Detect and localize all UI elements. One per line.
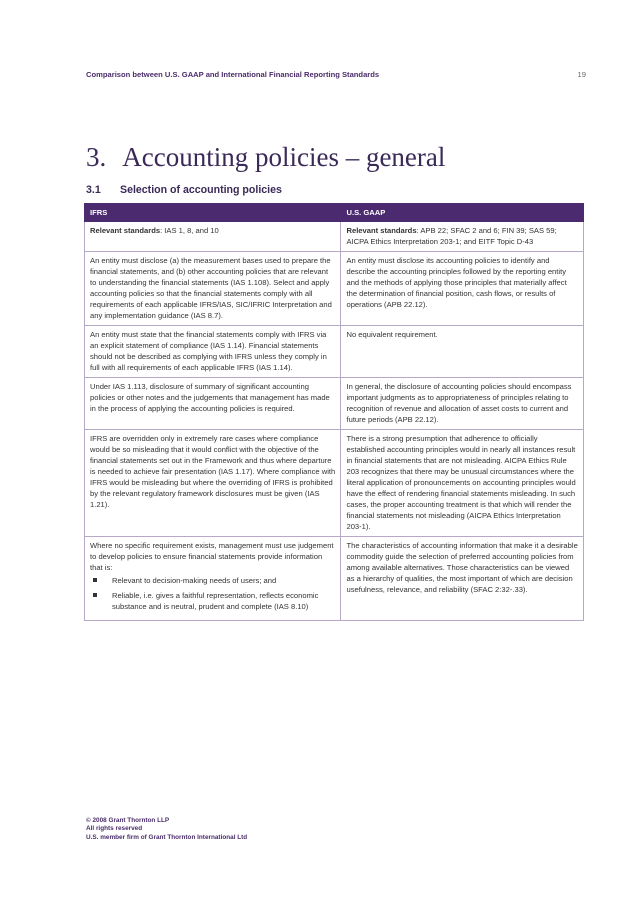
ifrs-cell: An entity must state that the financial statements comply with IFRS via an explicit statement of compliance (IAS 1.14). Financial statements should not be described as complying with IFRS unless they comply in full with all requirements of each applicable IFRS (IAS 1.14). [85,326,341,378]
list-item-text: Reliable, i.e. gives a faithful representation, reflects economic substance and is neutral, prudent and complete (IAS 8.10) [112,591,319,611]
comparison-table-container [84,203,584,621]
square-bullet-icon [93,593,97,597]
ifrs-cell: Under IAS 1.113, disclosure of summary of significant accounting policies or other notes and the judgements that management has made in the process of applying the accounting policies is required. [85,378,341,430]
ifrs-cell [85,537,341,621]
relevant-label: Relevant standards [346,226,417,235]
column-header-ifrs: IFRS [85,204,341,222]
list-item-text: Relevant to decision-making needs of users; and [112,576,277,585]
ifrs-cell: An entity must disclose (a) the measurement bases used to prepare the financial statements, and (b) other accounting policies that are relevant to understanding the financial statements (IAS 1.108). Select and apply accounting policies so that the financial statements comply with all requirements of each applicable IFRS/IAS, SIC/IFRIC Interpretation and any implementation guidance (IAS 8.7). [85,252,341,326]
copyright: © 2008 Grant Thornton LLP [86,817,170,824]
document-title: Comparison between U.S. GAAP and International Financial Reporting Standards [86,70,380,79]
square-bullet-icon [93,578,97,582]
ifrs-intro-text: Where no specific requirement exists, management must use judgement to develop policies to ensure financial statements provide information that is: [90,541,334,572]
relevant-standards-row [85,222,584,252]
member-firm-notice: U.S. member firm of Grant Thornton International Ltd [86,833,248,841]
page-footer [86,817,247,842]
section-title: Accounting policies – general [122,142,446,172]
usgaap-cell: In general, the disclosure of accounting policies should encompass important judgments as to appropriateness of principles relating to recognition of revenue and allocation of asset costs to current and future periods (APB 22.12). [341,378,584,430]
usgaap-cell: No equivalent requirement. [341,326,584,378]
relevant-value: : APB 22; SFAC 2 and 6; FIN 39; SAS 59; AICPA Ethics Interpretation 203-1; and EITF Topic D-43 [346,226,557,246]
table-header-row [85,204,584,222]
list-item [90,575,335,586]
subsection-title: Selection of accounting policies [120,184,282,196]
page-header [86,70,586,79]
subsection-number: 3.1 [86,184,101,196]
ifrs-cell: IFRS are overridden only in extremely rare cases where compliance would be so misleading that it would conflict with the objective of the financial statements set out in the Framework and thus where departure is needed to achieve fair presentation (IAS 1.17). Where compliance with IFRS would be misleading but where the overriding of IFRS is prohibited by the relevant regulatory framework disclosures must be given (IAS 1.21). [85,430,341,537]
table-row [85,378,584,430]
usgaap-cell: The characteristics of accounting information that make it a desirable commodity guide the selection of preferred accounting policies from among available alternatives. Those characteristics can be viewed as a hierarchy of qualities, the most important of which are decision usefulness, relevance, and reliability (SFAC 2:32-.33). [341,537,584,621]
table-row [85,430,584,537]
comparison-table [84,203,584,621]
usgaap-relevant-standards [341,222,584,252]
column-header-usgaap: U.S. GAAP [341,204,584,222]
table-row [85,326,584,378]
usgaap-cell: An entity must disclose its accounting policies to identify and describe the accounting principles followed by the reporting entity and the methods of applying those principles that materially affect the determination of financial position, cash flows, or results of operations (APB 22.12). [341,252,584,326]
section-number: 3. [86,142,107,172]
relevant-label: Relevant standards [90,226,161,235]
ifrs-bullet-list [90,575,335,612]
ifrs-relevant-standards [85,222,341,252]
relevant-value: : IAS 1, 8, and 10 [160,226,219,235]
table-row [85,537,584,621]
subsection-heading [86,184,598,196]
table-row [85,252,584,326]
page-number: 19 [577,70,586,79]
usgaap-cell: There is a strong presumption that adherence to officially established accounting principles would in nearly all instances result in financial statements that are not misleading. AICPA Ethics Rule 203 recognizes that there may be unusual circumstances where the literal application of pronouncements on accounting principles would have the effect of rendering financial statements misleading. In such cases, the proper accounting treatment is that which will render the financial statements not misleading (AICPA Ethics Interpretation 203-1). [341,430,584,537]
rights-notice: All rights reserved [86,825,143,833]
section-heading [86,142,598,173]
list-item [90,590,335,612]
